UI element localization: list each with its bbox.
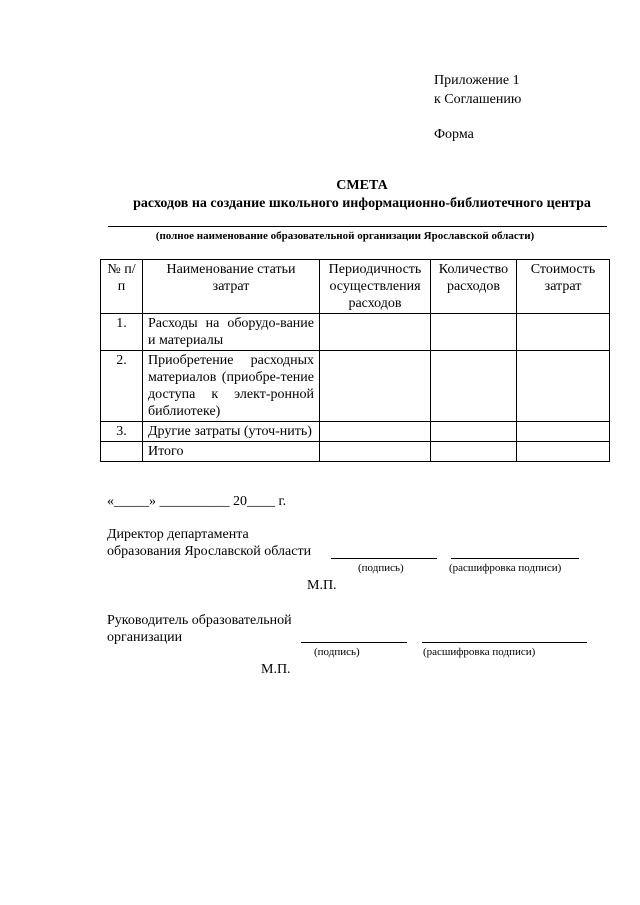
row-number: 2. [101, 351, 143, 422]
document-subtitle: расходов на создание школьного информационно-библиотечного центра [133, 196, 591, 211]
head-decode-caption: (расшифровка подписи) [423, 646, 536, 658]
head-decode-line [422, 642, 587, 643]
date-line: «_____» __________ 20____ г. [107, 494, 287, 509]
row-periodicity [320, 314, 431, 351]
head-title-line2: организации [107, 630, 183, 645]
appendix-reference: к Соглашению [434, 92, 522, 107]
head-title-line1: Руководитель образовательной [107, 613, 292, 628]
table-row [101, 314, 610, 351]
col-header-cost: Стоимость затрат [517, 260, 610, 314]
table-row [101, 422, 610, 442]
row-cost [517, 442, 610, 462]
director-decode-caption: (расшифровка подписи) [449, 562, 562, 574]
col-header-periodicity: Периодичность осуществления расходов [320, 260, 431, 314]
row-cost [517, 351, 610, 422]
row-quantity [431, 314, 517, 351]
document-title: СМЕТА [336, 178, 388, 193]
table-total-row [101, 442, 610, 462]
row-periodicity [320, 351, 431, 422]
row-item-name: Другие затраты (уточ-нить) [143, 422, 320, 442]
director-stamp-label: М.П. [307, 578, 337, 593]
director-signature-line [331, 558, 437, 559]
row-item-name: Приобретение расходных материалов (приобре-тение доступа к элект-ронной библиотеке) [143, 351, 320, 422]
row-item-name: Расходы на оборудо-вание и материалы [143, 314, 320, 351]
row-item-name: Итого [143, 442, 320, 462]
row-number: 3. [101, 422, 143, 442]
col-header-quantity: Количество расходов [431, 260, 517, 314]
col-header-number: № п/п [101, 260, 143, 314]
row-periodicity [320, 442, 431, 462]
row-cost [517, 422, 610, 442]
row-number: 1. [101, 314, 143, 351]
head-signature-caption: (подпись) [314, 646, 360, 658]
appendix-number: Приложение 1 [434, 73, 520, 88]
row-quantity [431, 442, 517, 462]
org-name-caption: (полное наименование образовательной организации Ярославской области) [155, 230, 535, 242]
director-title-line1: Директор департамента [107, 527, 249, 542]
estimate-table [100, 259, 610, 462]
table-header-row [101, 260, 610, 314]
table-row [101, 351, 610, 422]
row-cost [517, 314, 610, 351]
head-signature-line [301, 642, 407, 643]
row-periodicity [320, 422, 431, 442]
row-quantity [431, 351, 517, 422]
row-quantity [431, 422, 517, 442]
director-decode-line [451, 558, 579, 559]
row-number [101, 442, 143, 462]
col-header-item-name: Наименование статьи затрат [143, 260, 320, 314]
director-signature-caption: (подпись) [358, 562, 404, 574]
head-stamp-label: М.П. [261, 662, 291, 677]
form-label: Форма [434, 127, 474, 142]
org-name-underline [108, 226, 607, 227]
director-title-line2: образования Ярославской области [107, 544, 312, 559]
